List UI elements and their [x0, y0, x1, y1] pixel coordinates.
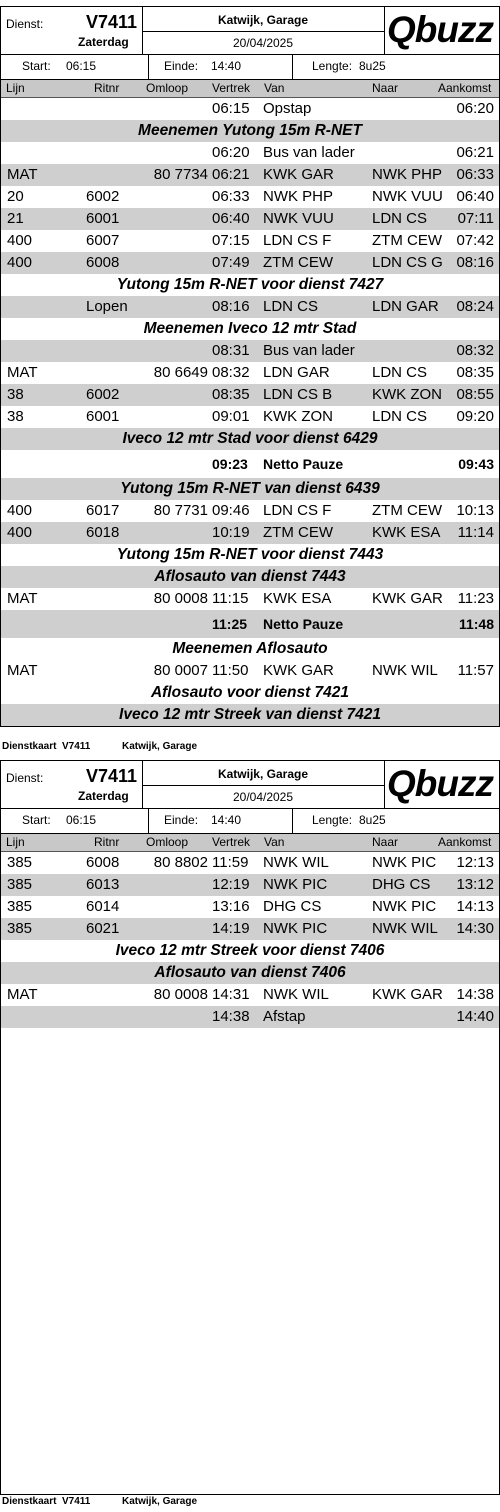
section-title: Yutong 15m R-NET voor dienst 7443 [116, 546, 384, 563]
cell-vertrek: 08:35 [212, 386, 250, 403]
cell-van: Opstap [263, 100, 312, 117]
cell-lijn: 385 [7, 920, 33, 937]
lengte-value: 8u25 [359, 813, 386, 827]
cell-naar: NWK PIC [372, 898, 437, 915]
cell-vertrek: 11:59 [212, 854, 249, 871]
cell-van: NWK VUU [263, 210, 334, 227]
cell-vertrek: 14:19 [212, 920, 250, 937]
cell-lijn: 385 [7, 876, 33, 893]
footer-label: Dienstkaart [2, 741, 57, 752]
cell-vertrek: 06:21 [212, 166, 250, 183]
footer-dienst: V7411 [62, 741, 91, 752]
cell-naar: NWK PIC [372, 854, 437, 871]
cell-aankomst: 08:32 [456, 342, 494, 359]
section-title: Aflosauto voor dienst 7421 [150, 684, 350, 701]
cell-van: KWK ZON [263, 408, 333, 425]
cell-ritnr: 6008 [86, 254, 120, 271]
col-omloop: Omloop [146, 81, 189, 95]
cell-naar: NWK PHP [372, 166, 443, 183]
cell-ritnr: 6021 [86, 920, 120, 937]
section-title: Meenemen Yutong 15m R-NET [138, 122, 362, 139]
lengte-label: Lengte: [312, 59, 353, 73]
cell-naar: KWK GAR [372, 986, 443, 1003]
cell-naar: ZTM CEW [372, 502, 442, 519]
section-title: Yutong 15m R-NET van dienst 6439 [120, 480, 380, 497]
cell-ritnr: 6007 [86, 232, 120, 249]
cell-omloop: 80 7734 [153, 166, 208, 183]
cell-aankomst: 14:38 [456, 986, 494, 1003]
cell-vertrek: 08:16 [212, 298, 250, 315]
section-title: Aflosauto van dienst 7406 [154, 964, 346, 981]
cell-naar: LDN CS [372, 408, 428, 425]
cell-vertrek: 13:16 [212, 898, 250, 915]
col-lijn: Lijn [6, 835, 25, 849]
cell-vertrek: 10:19 [212, 524, 250, 541]
lengte-label: Lengte: [312, 813, 353, 827]
cell-ritnr: 6013 [86, 876, 120, 893]
cell-aankomst: 11:23 [457, 590, 494, 607]
cell-naar: NWK WIL [372, 662, 438, 679]
cell-van: LDN CS B [263, 386, 333, 403]
section-title: Meenemen Aflosauto [172, 640, 328, 657]
cell-vertrek: 09:01 [212, 408, 250, 425]
section-title: Yutong 15m R-NET voor dienst 7427 [116, 276, 384, 293]
cell-vertrek: 08:31 [212, 342, 250, 359]
cell-lijn: MAT [7, 166, 38, 183]
cell-vertrek: 08:32 [212, 364, 250, 381]
cell-aankomst: 11:14 [457, 524, 494, 541]
cell-lijn: 400 [7, 254, 33, 271]
card-frame [0, 6, 500, 727]
cell-vertrek: 14:38 [212, 1008, 250, 1025]
dienst-day: Zaterdag [78, 789, 129, 803]
col-naar: Naar [372, 81, 399, 95]
col-vertrek: Vertrek [212, 81, 251, 95]
cell-van: KWK GAR [263, 166, 334, 183]
cell-aankomst: 08:35 [456, 364, 494, 381]
cell-van: Afstap [263, 1008, 306, 1025]
dienst-number: V7411 [86, 766, 138, 786]
cell-van: Bus van lader [263, 144, 355, 161]
cell-aankomst: 11:57 [457, 662, 494, 679]
cell-naar: NWK WIL [372, 920, 438, 937]
cell-aankomst: 12:13 [456, 854, 494, 871]
cell-van: NWK WIL [263, 986, 329, 1003]
section-title: Aflosauto van dienst 7443 [154, 568, 346, 585]
cell-aankomst: 14:30 [456, 920, 494, 937]
footer-label: Dienstkaart [2, 1496, 57, 1507]
cell-naar: NWK VUU [372, 188, 443, 205]
cell-van: Bus van lader [263, 342, 355, 359]
cell-vertrek: 06:33 [212, 188, 250, 205]
pause-label: Netto Pauze [263, 616, 344, 632]
section-title: Iveco 12 mtr Streek voor dienst 7406 [115, 942, 385, 959]
date: 20/04/2025 [232, 790, 294, 804]
cell-lijn: 38 [7, 386, 24, 403]
cell-van: LDN CS [263, 298, 319, 315]
cell-aankomst: 08:55 [456, 386, 494, 403]
cell-aankomst: 06:33 [456, 166, 494, 183]
col-vertrek: Vertrek [212, 835, 251, 849]
section-title: Meenemen Iveco 12 mtr Stad [143, 320, 357, 337]
cell-aankomst: 06:21 [456, 144, 494, 161]
cell-lijn: 20 [7, 188, 24, 205]
cell-vertrek: 11:15 [212, 590, 249, 607]
cell-aankomst: 10:13 [456, 502, 494, 519]
cell-lijn: 21 [7, 210, 24, 227]
cell-van: ZTM CEW [263, 524, 333, 541]
section-title: Iveco 12 mtr Streek van dienst 7421 [119, 706, 381, 723]
einde-value: 14:40 [211, 59, 242, 73]
cell-van: LDN CS F [263, 232, 332, 249]
cell-naar: KWK GAR [372, 590, 443, 607]
footer-location: Katwijk, Garage [122, 741, 198, 752]
col-ritnr: Ritnr [94, 81, 120, 95]
card-frame [0, 760, 500, 1495]
cell-ritnr: 6002 [86, 188, 120, 205]
location: Katwijk, Garage [217, 13, 309, 27]
cell-ritnr: 6008 [86, 854, 120, 871]
cell-ritnr: 6001 [86, 210, 120, 227]
cell-ritnr: 6017 [86, 502, 120, 519]
cell-van: ZTM CEW [263, 254, 333, 271]
cell-van: NWK WIL [263, 854, 329, 871]
cell-vertrek: 06:40 [212, 210, 250, 227]
dienst-label: Dienst: [6, 17, 44, 31]
cell-van: KWK ESA [263, 590, 332, 607]
cell-lijn: 400 [7, 502, 33, 519]
cell-vertrek: 14:31 [212, 986, 250, 1003]
pause-start: 09:23 [212, 456, 248, 472]
cell-ritnr: 6018 [86, 524, 120, 541]
cell-lijn: 400 [7, 524, 33, 541]
cell-naar: LDN CS [372, 210, 428, 227]
date: 20/04/2025 [232, 36, 294, 50]
cell-omloop: 80 0008 [153, 986, 208, 1003]
einde-label: Einde: [164, 813, 199, 827]
dienst-number: V7411 [86, 12, 138, 32]
cell-lijn: MAT [7, 364, 38, 381]
start-value: 06:15 [66, 813, 97, 827]
cell-lijn: MAT [7, 662, 38, 679]
cell-ritnr: 6014 [86, 898, 120, 915]
qbuzz-logo: Qbuzz [387, 763, 493, 804]
col-omloop: Omloop [146, 835, 189, 849]
cell-naar: KWK ZON [372, 386, 442, 403]
cell-naar: LDN CS G [372, 254, 443, 271]
cell-van: NWK PIC [263, 876, 328, 893]
cell-aankomst: 14:13 [456, 898, 494, 915]
location: Katwijk, Garage [217, 767, 309, 781]
cell-aankomst: 14:40 [456, 1008, 494, 1025]
cell-naar: KWK ESA [372, 524, 441, 541]
pause-label: Netto Pauze [263, 456, 344, 472]
cell-lijn: 385 [7, 854, 33, 871]
cell-aankomst: 09:20 [456, 408, 494, 425]
footer-location: Katwijk, Garage [122, 1496, 198, 1507]
cell-vertrek: 06:20 [212, 144, 250, 161]
lengte-value: 8u25 [359, 59, 386, 73]
cell-van: DHG CS [263, 898, 322, 915]
start-label: Start: [22, 59, 51, 73]
cell-van: LDN CS F [263, 502, 332, 519]
section-title: Iveco 12 mtr Stad voor dienst 6429 [122, 430, 378, 447]
einde-value: 14:40 [211, 813, 242, 827]
cell-omloop: 80 0007 [153, 662, 208, 679]
cell-naar: DHG CS [372, 876, 431, 893]
cell-van: NWK PHP [263, 188, 334, 205]
col-van: Van [264, 835, 285, 849]
pause-end: 11:48 [458, 616, 494, 632]
cell-ritnr: 6001 [86, 408, 120, 425]
start-label: Start: [22, 813, 51, 827]
cell-aankomst: 06:20 [456, 100, 494, 117]
cell-vertrek: 06:15 [212, 100, 250, 117]
cell-van: LDN GAR [263, 364, 330, 381]
einde-label: Einde: [164, 59, 199, 73]
qbuzz-logo: Qbuzz [387, 9, 493, 50]
cell-vertrek: 12:19 [212, 876, 250, 893]
cell-van: NWK PIC [263, 920, 328, 937]
col-lijn: Lijn [6, 81, 25, 95]
cell-omloop: 80 6649 [153, 364, 208, 381]
pause-start: 11:25 [212, 616, 248, 632]
cell-naar: ZTM CEW [372, 232, 442, 249]
cell-aankomst: 08:16 [456, 254, 494, 271]
cell-lijn: MAT [7, 590, 38, 607]
dienst-label: Dienst: [6, 771, 44, 785]
cell-ritnr: Lopen [86, 298, 128, 315]
dienst-day: Zaterdag [78, 35, 129, 49]
cell-omloop: 80 0008 [153, 590, 208, 607]
pause-end: 09:43 [458, 456, 494, 472]
cell-naar: LDN CS [372, 364, 428, 381]
cell-naar: LDN GAR [372, 298, 439, 315]
cell-lijn: 385 [7, 898, 33, 915]
cell-omloop: 80 7731 [153, 502, 208, 519]
cell-aankomst: 13:12 [456, 876, 494, 893]
cell-van: KWK GAR [263, 662, 334, 679]
col-ritnr: Ritnr [94, 835, 120, 849]
cell-lijn: 400 [7, 232, 33, 249]
cell-lijn: 38 [7, 408, 24, 425]
cell-aankomst: 07:42 [456, 232, 494, 249]
cell-aankomst: 06:40 [456, 188, 494, 205]
cell-aankomst: 07:11 [457, 210, 494, 227]
col-aankomst: Aankomst [438, 81, 492, 95]
start-value: 06:15 [66, 59, 97, 73]
col-aankomst: Aankomst [438, 835, 492, 849]
col-naar: Naar [372, 835, 399, 849]
cell-lijn: MAT [7, 986, 38, 1003]
footer-dienst: V7411 [62, 1496, 91, 1507]
cell-vertrek: 11:50 [212, 662, 249, 679]
col-van: Van [264, 81, 285, 95]
cell-aankomst: 08:24 [456, 298, 494, 315]
cell-vertrek: 07:49 [212, 254, 250, 271]
cell-ritnr: 6002 [86, 386, 120, 403]
cell-omloop: 80 8802 [153, 854, 208, 871]
cell-vertrek: 09:46 [212, 502, 250, 519]
cell-vertrek: 07:15 [212, 232, 250, 249]
